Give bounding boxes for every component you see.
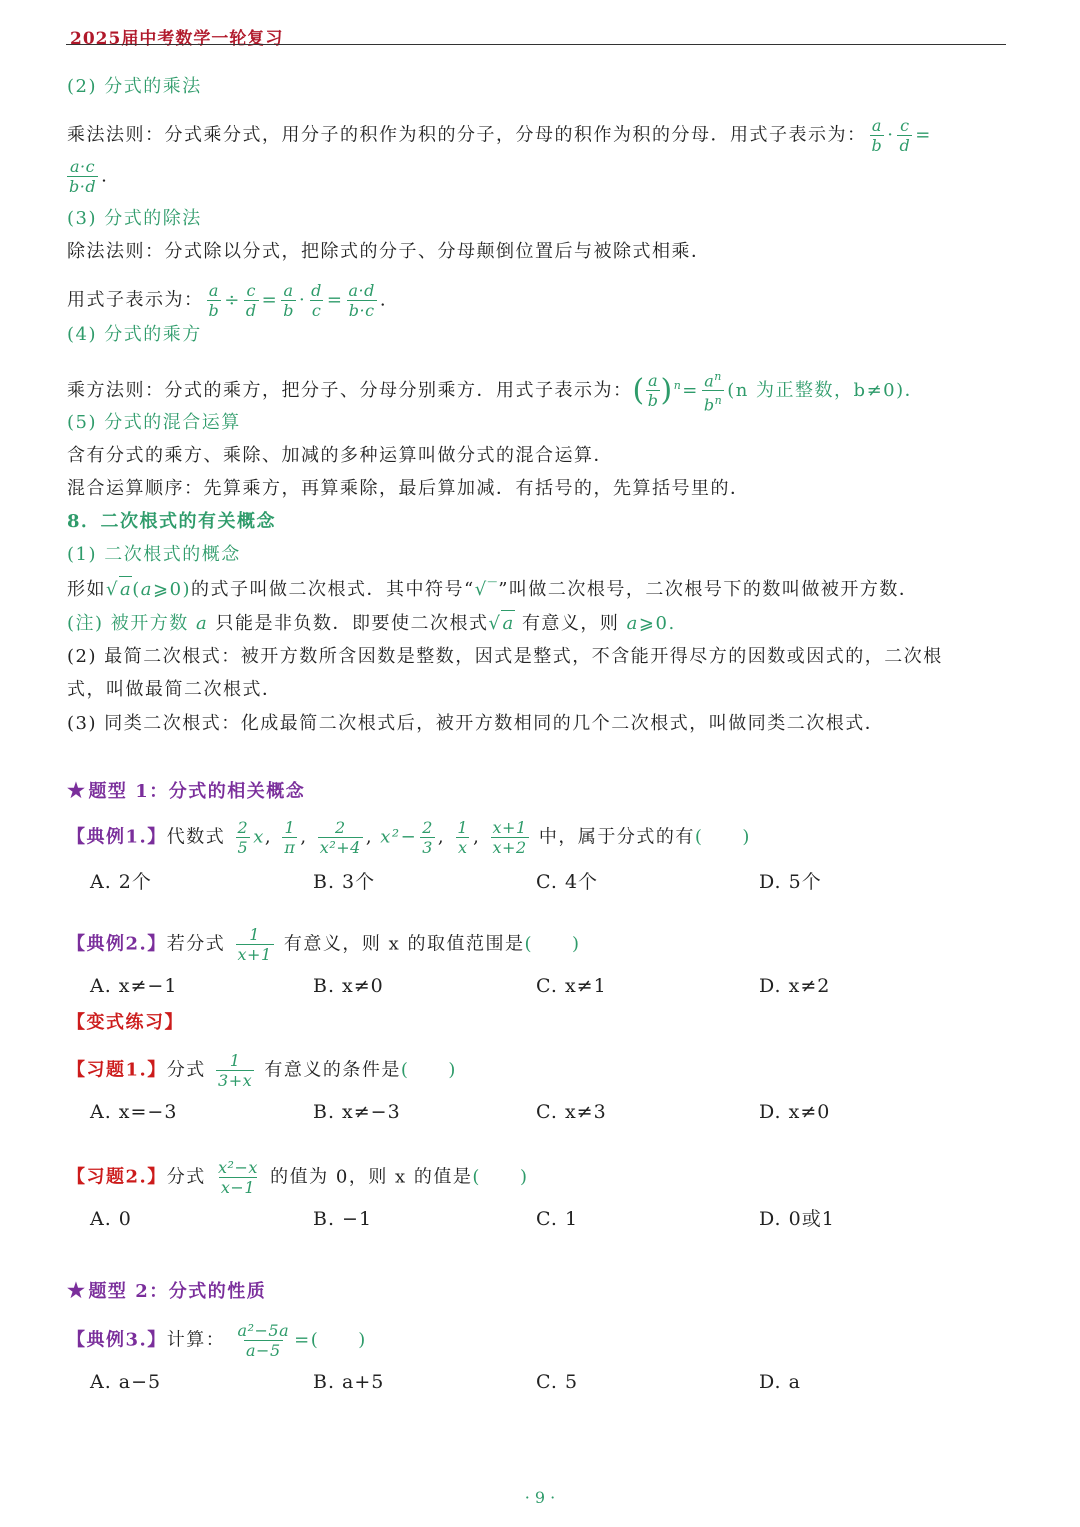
heading-mult: (2) 分式的乘法	[67, 76, 202, 97]
p1-option-a[interactable]: A. x=−3	[90, 1101, 178, 1123]
sqrt-def: 形如√a(a⩾0)的式子叫做二次根式．其中符号“√‾”叫做二次根号，二次根号下的数叫做被开方数．	[67, 576, 918, 603]
ex2-option-d[interactable]: D. x≠2	[759, 975, 831, 997]
sqrt-h3: (3) 同类二次根式：化成最简二次根式后，被开方数相同的几个二次根式，叫做同类二次根式．	[67, 713, 885, 734]
sqrt-h2-line2: 式，叫做最简二次根式．	[67, 679, 282, 700]
type1-title-text: 题型 1：分式的相关概念	[88, 781, 306, 802]
example1-tail: 中，属于分式的有	[538, 826, 695, 848]
example3-tag: 【典例3.】	[67, 1329, 167, 1351]
star-icon: ★	[67, 1278, 87, 1302]
div-rule: 除法法则：分式除以分式，把除式的分子、分母颠倒位置后与被除式相乘．	[67, 241, 711, 262]
type1-title	[67, 777, 305, 805]
page-header-title: 2025届中考数学一轮复习	[70, 29, 284, 49]
practice1: 【习题1.】分式 $\frac{1}{3+x}$ 有意义的条件是( )	[67, 1051, 457, 1090]
example2-text: 若分式	[166, 933, 226, 955]
example1-text: 代数式	[166, 826, 226, 848]
ex1-option-a[interactable]: A. 2个	[90, 871, 152, 893]
ex1-option-b[interactable]: B. 3个	[313, 871, 376, 893]
answer-blank: ( )	[524, 933, 581, 955]
mult-rule-text: 乘法法则：分式乘分式，用分子的积作为积的分子，分母的积作为积的分母．用式子表示为：	[67, 124, 867, 146]
example2-tail: 有意义，则 x 的取值范围是	[283, 933, 525, 955]
p2-option-a[interactable]: A. 0	[90, 1208, 132, 1230]
practice1-tail: 有意义的条件是	[264, 1059, 401, 1081]
sqrt-note-a: (注) 被开方数	[67, 613, 189, 634]
pow-rule-text: 乘方法则：分式的乘方，把分子、分母分别乘方．用式子表示为：	[67, 379, 633, 401]
mult-rule: 乘法法则：分式乘分式，用分子的积作为积的分子，分母的积作为积的分母．用式子表示为： $\frac{a}{b}$ · $\frac{c}{d}$ =	[67, 116, 932, 155]
example3: 【典例3.】计算： $\frac{\text{a²−5a}}{a-5}$ =( )	[67, 1321, 367, 1360]
practice2: 【习题2.】分式 $\frac{\text{x²−x}}{x-1}$ 的值为 0，则 x 的值是( )	[67, 1158, 529, 1197]
p1-option-c[interactable]: C. x≠3	[536, 1101, 607, 1123]
practice2-text: 分式	[166, 1166, 206, 1188]
p2-option-b[interactable]: B. −1	[313, 1208, 373, 1230]
ex3-option-c[interactable]: C. 5	[536, 1371, 579, 1393]
practice1-text: 分式	[166, 1059, 206, 1081]
ex3-option-a[interactable]: A. a−5	[90, 1371, 162, 1393]
header-rule	[66, 44, 1006, 45]
example2-tag: 【典例2.】	[67, 933, 167, 955]
sqrt-note-c: 有意义，则	[521, 613, 620, 634]
ex2-option-b[interactable]: B. x≠0	[313, 975, 384, 997]
p2-option-d[interactable]: D. 0或1	[759, 1208, 835, 1230]
sqrt-def-b: 的式子叫做二次根式．其中符号“	[191, 579, 475, 600]
pow-rule: 乘方法则：分式的乘方，把分子、分母分别乘方．用式子表示为：( $\frac{a}{b}$ )$^n$= $\frac{a^n}{b^n}$ (n 为正整数，b≠0)．	[67, 370, 925, 415]
heading-div: (3) 分式的除法	[67, 208, 202, 229]
heading-mix: (5) 分式的混合运算	[67, 412, 241, 433]
p1-option-b[interactable]: B. x≠−3	[313, 1101, 401, 1123]
pow-condition: (n 为正整数，b≠0)．	[727, 379, 925, 401]
ex3-option-d[interactable]: D. a	[759, 1371, 801, 1393]
sqrt-h1: (1) 二次根式的概念	[67, 544, 241, 565]
sqrt-h2-line1: (2) 最简二次根式：被开方数所含因数是整数，因式是整式，不含能开得尽方的因数或因式的，二次根	[67, 646, 943, 667]
sqrt-note: (注) 被开方数 a 只能是非负数．即要使二次根式√a 有意义，则 a⩾0.	[67, 610, 676, 637]
practice-title: 【变式练习】	[67, 1012, 184, 1033]
type2-title-text: 题型 2：分式的性质	[88, 1281, 267, 1302]
p1-option-d[interactable]: D. x≠0	[759, 1101, 831, 1123]
example3-text: 计算：	[166, 1329, 226, 1351]
practice2-tail: 的值为 0，则 x 的值是	[270, 1166, 473, 1188]
type2-title	[67, 1277, 266, 1305]
sqrt-note-b: 只能是非负数．即要使二次根式	[215, 613, 489, 634]
star-icon: ★	[67, 778, 87, 802]
div-formula: 用式子表示为： $\frac{a}{b}$ ÷ $\frac{c}{d}$ = $\frac{a}{b}$ · $\frac{d}{c}$ = $\frac{a\cdot d}{b\cdot c}$ .	[67, 281, 388, 320]
section-sqrt-title: 8．二次根式的有关概念	[67, 511, 277, 532]
div-formula-prefix: 用式子表示为：	[67, 289, 204, 311]
answer-blank: ( )	[400, 1059, 457, 1081]
practice1-tag: 【习题1.】	[67, 1059, 167, 1081]
heading-pow: (4) 分式的乘方	[67, 324, 202, 345]
ex1-option-c[interactable]: C. 4个	[536, 871, 599, 893]
answer-blank: ( )	[472, 1166, 529, 1188]
ex2-option-c[interactable]: C. x≠1	[536, 975, 607, 997]
page-number: · 9 ·	[524, 1488, 556, 1507]
practice2-tag: 【习题2.】	[67, 1166, 167, 1188]
mix-line2: 混合运算顺序：先算乘方，再算乘除，最后算加减．有括号的，先算括号里的．	[67, 478, 750, 499]
sqrt-def-a: 形如	[67, 579, 106, 600]
ex1-option-d[interactable]: D. 5个	[759, 871, 822, 893]
example1-tag: 【典例1.】	[67, 826, 167, 848]
answer-blank: ( )	[310, 1329, 367, 1351]
answer-blank: ( )	[694, 826, 751, 848]
example2: 【典例2.】若分式 $\frac{1}{x+1}$ 有意义，则 x 的取值范围是( )	[67, 925, 581, 964]
sqrt-def-c: ”叫做二次根号，二次根号下的数叫做被开方数．	[498, 579, 919, 600]
example1: 【典例1.】代数式 $\frac{2}{5}$ x, $\frac{1}{\pi}$ , $\frac{2}{\text{x²+4}}$ , x²− $\frac{2}{3}$ , $\frac{1}{x}$ , $\frac{x+1}{x+2}$ 中，属于分式的有( )	[67, 818, 751, 857]
p2-option-c[interactable]: C. 1	[536, 1208, 579, 1230]
mix-line1: 含有分式的乘方、乘除、加减的多种运算叫做分式的混合运算．	[67, 445, 613, 466]
mult-result: $\frac{a\cdot c}{b\cdot d}$ .	[69, 157, 109, 196]
ex3-option-b[interactable]: B. a+5	[313, 1371, 385, 1393]
ex2-option-a[interactable]: A. x≠−1	[90, 975, 178, 997]
